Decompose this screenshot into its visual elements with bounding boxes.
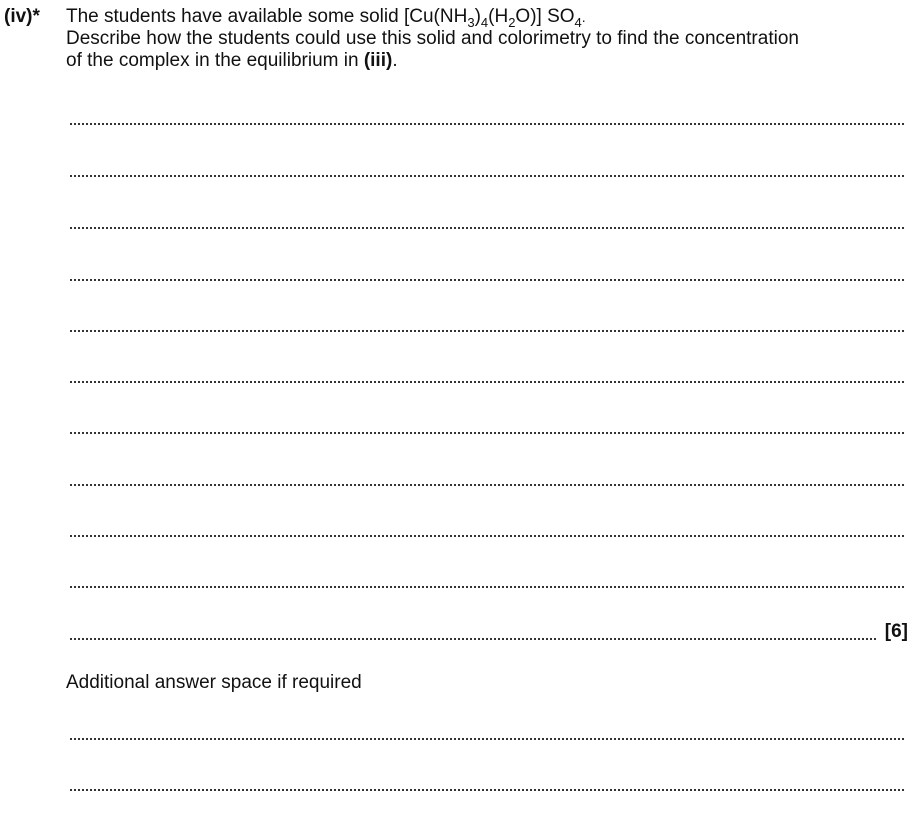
formula-subscript: 4 [480, 15, 489, 30]
answer-line-1[interactable] [70, 123, 904, 125]
part-reference: (iii) [363, 50, 393, 71]
stem-line-1 [66, 6, 912, 28]
question-number: (iv)* [4, 6, 40, 27]
formula-part: . [581, 9, 586, 25]
stem-line-3 [66, 50, 912, 72]
formula-part: (H [488, 6, 509, 27]
additional-line-2[interactable] [70, 789, 904, 791]
additional-space-label: Additional answer space if required [66, 672, 362, 693]
formula-subscript: 2 [508, 15, 516, 30]
stem-line-3-end: . [392, 50, 398, 71]
answer-line-2[interactable] [70, 175, 904, 177]
question-stem [66, 6, 912, 72]
answer-line-11[interactable] [70, 638, 876, 640]
answer-line-9[interactable] [70, 535, 904, 537]
formula-subscript: 4 [574, 15, 582, 30]
chemical-formula [403, 6, 586, 30]
formula-subscript: 3 [467, 15, 475, 30]
formula-part: O)] SO [515, 6, 575, 27]
formula-part: ) [474, 6, 481, 27]
answer-line-5[interactable] [70, 330, 904, 332]
answer-line-4[interactable] [70, 279, 904, 281]
marks-label: [6] [884, 621, 908, 642]
stem-line-2: Describe how the students could use this solid and colorimetry to find the concentration [66, 28, 799, 49]
answer-line-10[interactable] [70, 586, 904, 588]
answer-line-6[interactable] [70, 381, 904, 383]
additional-line-1[interactable] [70, 738, 904, 740]
answer-line-8[interactable] [70, 484, 904, 486]
stem-line-3-text: of the complex in the equilibrium in [66, 50, 364, 71]
stem-line-1-text: The students have available some solid [66, 6, 404, 27]
formula-part: [Cu(NH [403, 6, 468, 27]
answer-line-7[interactable] [70, 432, 904, 434]
answer-line-3[interactable] [70, 227, 904, 229]
